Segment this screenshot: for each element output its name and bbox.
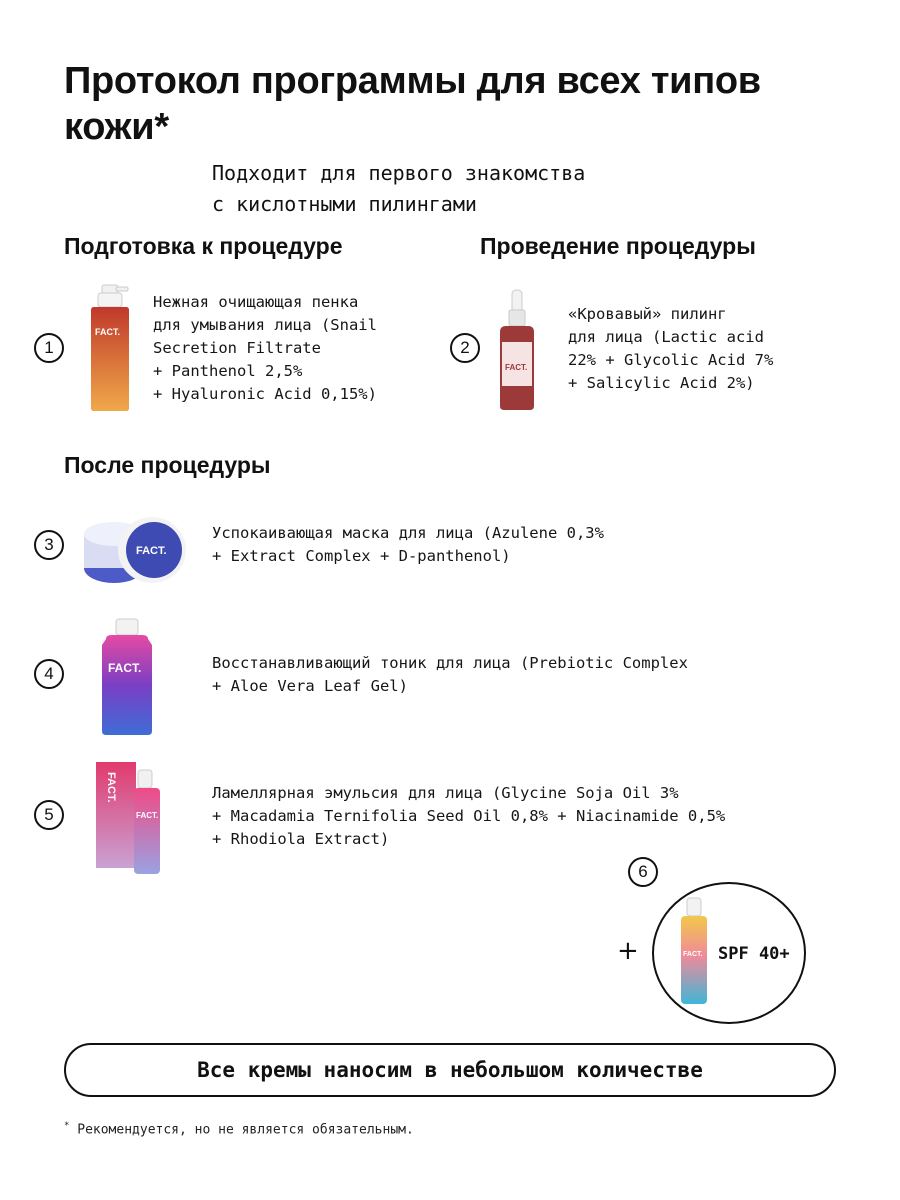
section-after-heading: После процедуры	[64, 452, 271, 478]
toner-bottle-icon	[94, 617, 160, 737]
toner-brand-mark: FACT.	[108, 661, 142, 675]
step-4-number: 4	[34, 659, 64, 689]
foam-brand-mark: FACT.	[95, 327, 121, 337]
step-2-description: «Кровавый» пилинг для лица (Lactic acid 22% + Glycolic Acid 7% + Salicylic Acid 2%)	[568, 305, 774, 392]
subtitle-line-1: Подходит для первого знакомства	[212, 161, 586, 185]
box-brand-mark: FACT.	[105, 772, 117, 803]
step-4-description: Восстанавливающий тоник для лица (Prebiotic Complex + Aloe Vera Leaf Gel)	[212, 654, 688, 695]
section-procedure-heading: Проведение процедуры	[480, 233, 756, 259]
spf-bottle-icon	[676, 896, 712, 1008]
page-title-text: Протокол программы для всех типов кожи*	[64, 60, 761, 148]
plus-sign: +	[617, 936, 639, 966]
spf-brand-mark: FACT.	[683, 951, 703, 958]
jar-icon	[80, 512, 190, 587]
step-3-number: 3	[34, 530, 64, 560]
step-6-number: 6	[628, 857, 658, 887]
step-1-number: 1	[34, 333, 64, 363]
emulsion-box-bottle-icon	[94, 758, 168, 876]
note-text: Все кремы наносим в небольшом количестве	[197, 1058, 703, 1082]
note-banner	[64, 1043, 836, 1097]
spf-label: SPF 40+	[718, 944, 790, 964]
section-preparation-heading: Подготовка к процедуре	[64, 233, 343, 259]
footnote-mark: *	[64, 1121, 70, 1131]
jar-brand-mark: FACT.	[136, 545, 167, 557]
step-2-number: 2	[450, 333, 480, 363]
step-5-description: Ламеллярная эмульсия для лица (Glycine Soja Oil 3% + Macadamia Ternifolia Seed Oil 0,8% + Niacinamide 0,5% + Rhodiola Extract)	[212, 784, 726, 848]
foam-bottle-icon	[86, 283, 136, 413]
step-5-number: 5	[34, 800, 64, 830]
step-3-description: Успокаивающая маска для лица (Azulene 0,3% + Extract Complex + D-panthenol)	[212, 524, 604, 565]
step-1-description: Нежная очищающая пенка для умывания лица (Snail Secretion Filtrate + Panthenol 2,5% + Hyaluronic Acid 0,15%)	[153, 293, 377, 403]
page-subtitle	[212, 158, 772, 220]
page-title	[64, 58, 844, 150]
dropper-bottle-icon	[494, 288, 540, 412]
emulsion-brand-mark: FACT.	[136, 811, 159, 820]
footnote	[64, 1121, 414, 1137]
subtitle-line-2: с кислотными пилингами	[212, 192, 477, 216]
dropper-brand-mark: FACT.	[505, 363, 528, 372]
footnote-text: Рекомендуется, но не является обязательным.	[77, 1122, 414, 1138]
